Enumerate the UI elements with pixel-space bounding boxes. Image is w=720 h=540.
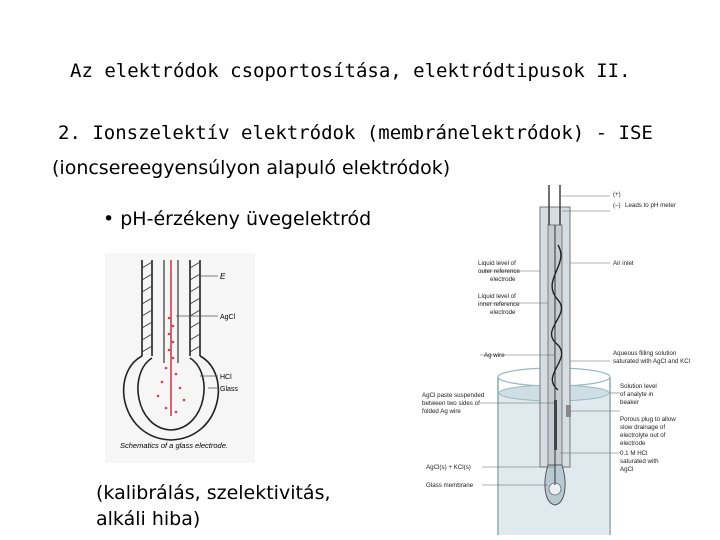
label-porous-1: Porous plug to allow: [620, 416, 676, 423]
combination-ph-electrode-diagram: [410, 185, 700, 540]
label-eq: AgCl(s) + KCl(s): [426, 464, 471, 471]
section-heading: 2. Ionszelektív elektródok (membránelektródok) - ISE: [58, 122, 653, 144]
label-outer-ref-2: outer reference: [478, 268, 520, 275]
section-subheading: (ioncsereegyensúlyon alapuló elektródok): [52, 157, 451, 179]
slide-title: Az elektródok csoportosítása, elektródtipusok II.: [70, 60, 631, 82]
label-aqueous-2: saturated with AgCl and KCl: [613, 358, 691, 365]
label-agcl: AgCl: [220, 314, 236, 321]
glass-electrode-schematic: [100, 248, 260, 468]
label-outer-ref-1: Liquid level of: [478, 260, 516, 267]
label-agcl-paste-2: between two sides of: [422, 400, 480, 407]
label-sol-level-3: beaker: [620, 399, 639, 406]
label-hcl-2: saturated with: [620, 458, 659, 465]
label-ag-wire: Ag wire: [484, 352, 505, 359]
agcl-paste: [554, 400, 557, 450]
bullet-ph-glass-electrode: • pH-érzékeny üvegelektród: [103, 208, 372, 230]
label-e: E: [220, 272, 226, 281]
label-inner-ref-1: Liquid level of: [478, 293, 516, 300]
label-plus: (+): [613, 191, 621, 198]
label-minus: (–): [613, 202, 621, 209]
label-hcl-3: AgCl: [620, 466, 634, 473]
label-aqueous-1: Aqueous filling solution: [613, 350, 677, 357]
label-glass: Glass: [220, 386, 238, 393]
label-hcl-1: 0.1 M HCl: [620, 450, 648, 457]
figure-caption: Schematics of a glass electrode.: [120, 441, 228, 450]
label-glass-membrane: Glass membrane: [426, 482, 474, 489]
label-porous-2: slow drainage of: [620, 424, 666, 431]
label-inner-ref-2: inner reference: [478, 301, 520, 308]
porous-plug: [566, 405, 571, 417]
label-outer-ref-3: electrode: [490, 276, 516, 283]
label-agcl-paste-3: folded Ag wire: [422, 408, 461, 415]
note-line-1: (kalibrálás, szelektivitás,: [96, 482, 331, 504]
label-inner-ref-3: electrode: [490, 309, 516, 316]
label-sol-level-2: of analyte in: [620, 391, 654, 398]
label-leads: Leads to pH meter: [625, 202, 676, 209]
label-porous-4: electrode: [620, 440, 646, 447]
note-line-2: alkáli hiba): [96, 508, 201, 530]
label-agcl-paste-1: AgCl paste suspended: [422, 392, 485, 399]
label-hcl: HCl: [220, 374, 232, 381]
figure-background: [105, 253, 255, 463]
note-text: [96, 480, 331, 532]
label-air-inlet: Air inlet: [613, 260, 634, 267]
label-porous-3: electrolyte out of: [620, 432, 666, 439]
label-sol-level-1: Solution level: [620, 383, 657, 390]
